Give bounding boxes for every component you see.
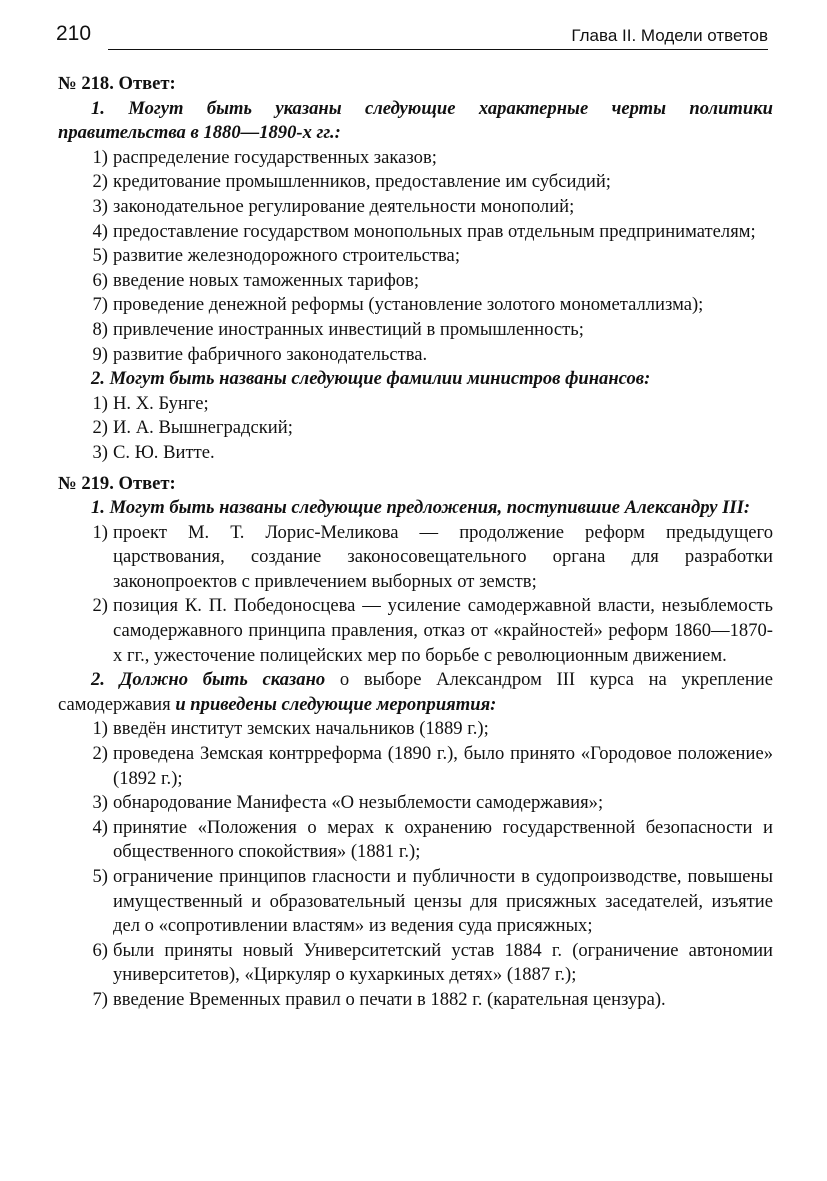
list-item-text: введение Временных правил о печати в 1882 г. (карательная цензура). bbox=[113, 988, 666, 1010]
list-item-text: распределение государственных заказов; bbox=[113, 146, 437, 168]
section-219-task-2 bbox=[58, 668, 773, 717]
list-item-text: Н. Х. Бунге; bbox=[113, 392, 209, 414]
list-item-text: С. Ю. Витте. bbox=[113, 441, 215, 463]
list-item bbox=[58, 816, 773, 865]
list-item-text: предоставление государством монопольных прав отдельным предпринимателям; bbox=[113, 220, 756, 242]
list-item-number: 5) bbox=[92, 245, 108, 267]
chapter-title: Глава II. Модели ответов bbox=[571, 26, 768, 45]
list-item bbox=[58, 146, 773, 171]
list-item-text: введение новых таможенных тарифов; bbox=[113, 269, 419, 291]
list-item-number: 1) bbox=[92, 718, 108, 740]
list-item bbox=[58, 318, 773, 343]
list-item-text: проект М. Т. Лорис-Меликова — продолжение реформ предыдущего царствования, создание законосовещательного органа для разработки законопроектов с привлечением выборных от земств; bbox=[113, 521, 773, 592]
list-item bbox=[58, 521, 773, 595]
list-item bbox=[58, 416, 773, 441]
list-item-text: принятие «Положения о мерах к охранению государственной безопасности и общественного спокойствия» (1881 г.); bbox=[113, 816, 773, 863]
list-item-number: 8) bbox=[92, 318, 108, 340]
list-item-number: 1) bbox=[92, 146, 108, 168]
task-2-tail: и приведены следующие мероприятия: bbox=[175, 693, 497, 715]
list-item-text: проведена Земская контрреформа (1890 г.), было принято «Городовое положение» (1892 г.); bbox=[113, 743, 773, 789]
list-item-text: позиция К. П. Победоносцева — усиление самодержавной власти, незыблемость самодержавного принципа правления, отказ от «крайностей» реформ 1860—1870-х гг., ужесточение полицейских мер по борьбе с революционным движением. bbox=[113, 595, 773, 666]
list-item-text: введён институт земских начальников (1889 г.); bbox=[113, 718, 489, 740]
list-item-number: 7) bbox=[92, 294, 108, 316]
list-item bbox=[58, 269, 773, 294]
list-item-text: привлечение иностранных инвестиций в промышленность; bbox=[113, 318, 584, 340]
section-219-task-1: 1. Могут быть названы следующие предложения, поступившие Александру III: bbox=[91, 497, 751, 519]
list-item-text: развитие фабричного законодательства. bbox=[113, 343, 428, 365]
list-item-text: кредитование промышленников, предоставление им субсидий; bbox=[113, 171, 611, 193]
section-219-heading: № 219. Ответ: bbox=[58, 472, 176, 494]
list-item bbox=[58, 170, 773, 195]
list-item-text: проведение денежной реформы (установление золотого монометаллизма); bbox=[113, 294, 704, 316]
list-item-number: 4) bbox=[92, 816, 108, 838]
list-item-number: 5) bbox=[92, 866, 108, 887]
section-218-heading: № 218. Ответ: bbox=[58, 73, 176, 94]
list-item bbox=[58, 244, 773, 269]
list-item-text: И. А. Вышнеградский; bbox=[113, 417, 293, 439]
list-item-text: законодательное регулирование деятельности монополий; bbox=[113, 195, 575, 217]
list-item bbox=[58, 717, 773, 742]
list-item bbox=[58, 293, 773, 318]
header-rule bbox=[108, 49, 768, 50]
list-item-number: 9) bbox=[92, 343, 108, 365]
list-item-text: ограничение принципов гласности и публичности в судопроизводстве, повышены имущественный и образовательный цензы для присяжных заседателей, изъятие дел о «сопротивлении властям» из ведения суда присяжных; bbox=[113, 866, 773, 937]
list-item-number: 6) bbox=[92, 269, 108, 291]
list-item-number: 1) bbox=[92, 392, 108, 414]
list-item-number: 1) bbox=[92, 521, 108, 543]
list-item bbox=[58, 939, 773, 988]
list-item-number: 3) bbox=[92, 195, 108, 217]
list-item-text: были приняты новый Университетский устав 1884 г. (ограничение автономии университетов), «Циркуляр о кухаркиных детях» (1887 г.); bbox=[113, 939, 773, 986]
list-item-number: 3) bbox=[92, 792, 108, 814]
list-item-number: 7) bbox=[92, 988, 108, 1010]
list-item-text: обнародование Манифеста «О незыблемости самодержавия»; bbox=[113, 792, 604, 814]
list-item bbox=[58, 195, 773, 220]
list-item bbox=[58, 220, 773, 245]
section-218-task-1: 1. Могут быть указаны следующие характерные черты политики правительства в 1880—1890-х гг.: bbox=[58, 97, 773, 144]
list-item-number: 2) bbox=[92, 743, 108, 765]
list-item-number: 3) bbox=[92, 441, 108, 463]
list-item-number: 2) bbox=[92, 171, 108, 193]
list-item bbox=[58, 392, 773, 417]
list-item-number: 2) bbox=[92, 417, 108, 439]
list-item bbox=[58, 742, 773, 791]
page-number: 210 bbox=[56, 22, 92, 45]
list-item bbox=[58, 343, 773, 368]
task-2-lead: 2. Должно быть сказано bbox=[91, 669, 326, 691]
list-item-number: 4) bbox=[92, 220, 108, 242]
list-item-text: развитие железнодорожного строительства; bbox=[113, 245, 460, 267]
section-218-task-2-list bbox=[58, 392, 773, 466]
list-item bbox=[58, 988, 773, 1013]
list-item bbox=[58, 791, 773, 816]
page-content bbox=[58, 72, 773, 1013]
task-2-middle: о выборе Александром III курса на укрепление самодержавия bbox=[58, 669, 773, 715]
list-item-number: 6) bbox=[92, 939, 108, 961]
section-219-task-2-list bbox=[58, 717, 773, 1012]
section-218-task-1-list bbox=[58, 146, 773, 367]
section-219-task-1-list bbox=[58, 521, 773, 669]
list-item bbox=[58, 594, 773, 668]
list-item bbox=[58, 441, 773, 466]
section-218-task-2: 2. Могут быть названы следующие фамилии министров финансов: bbox=[91, 368, 651, 390]
list-item-number: 2) bbox=[92, 595, 108, 617]
list-item bbox=[58, 865, 773, 939]
